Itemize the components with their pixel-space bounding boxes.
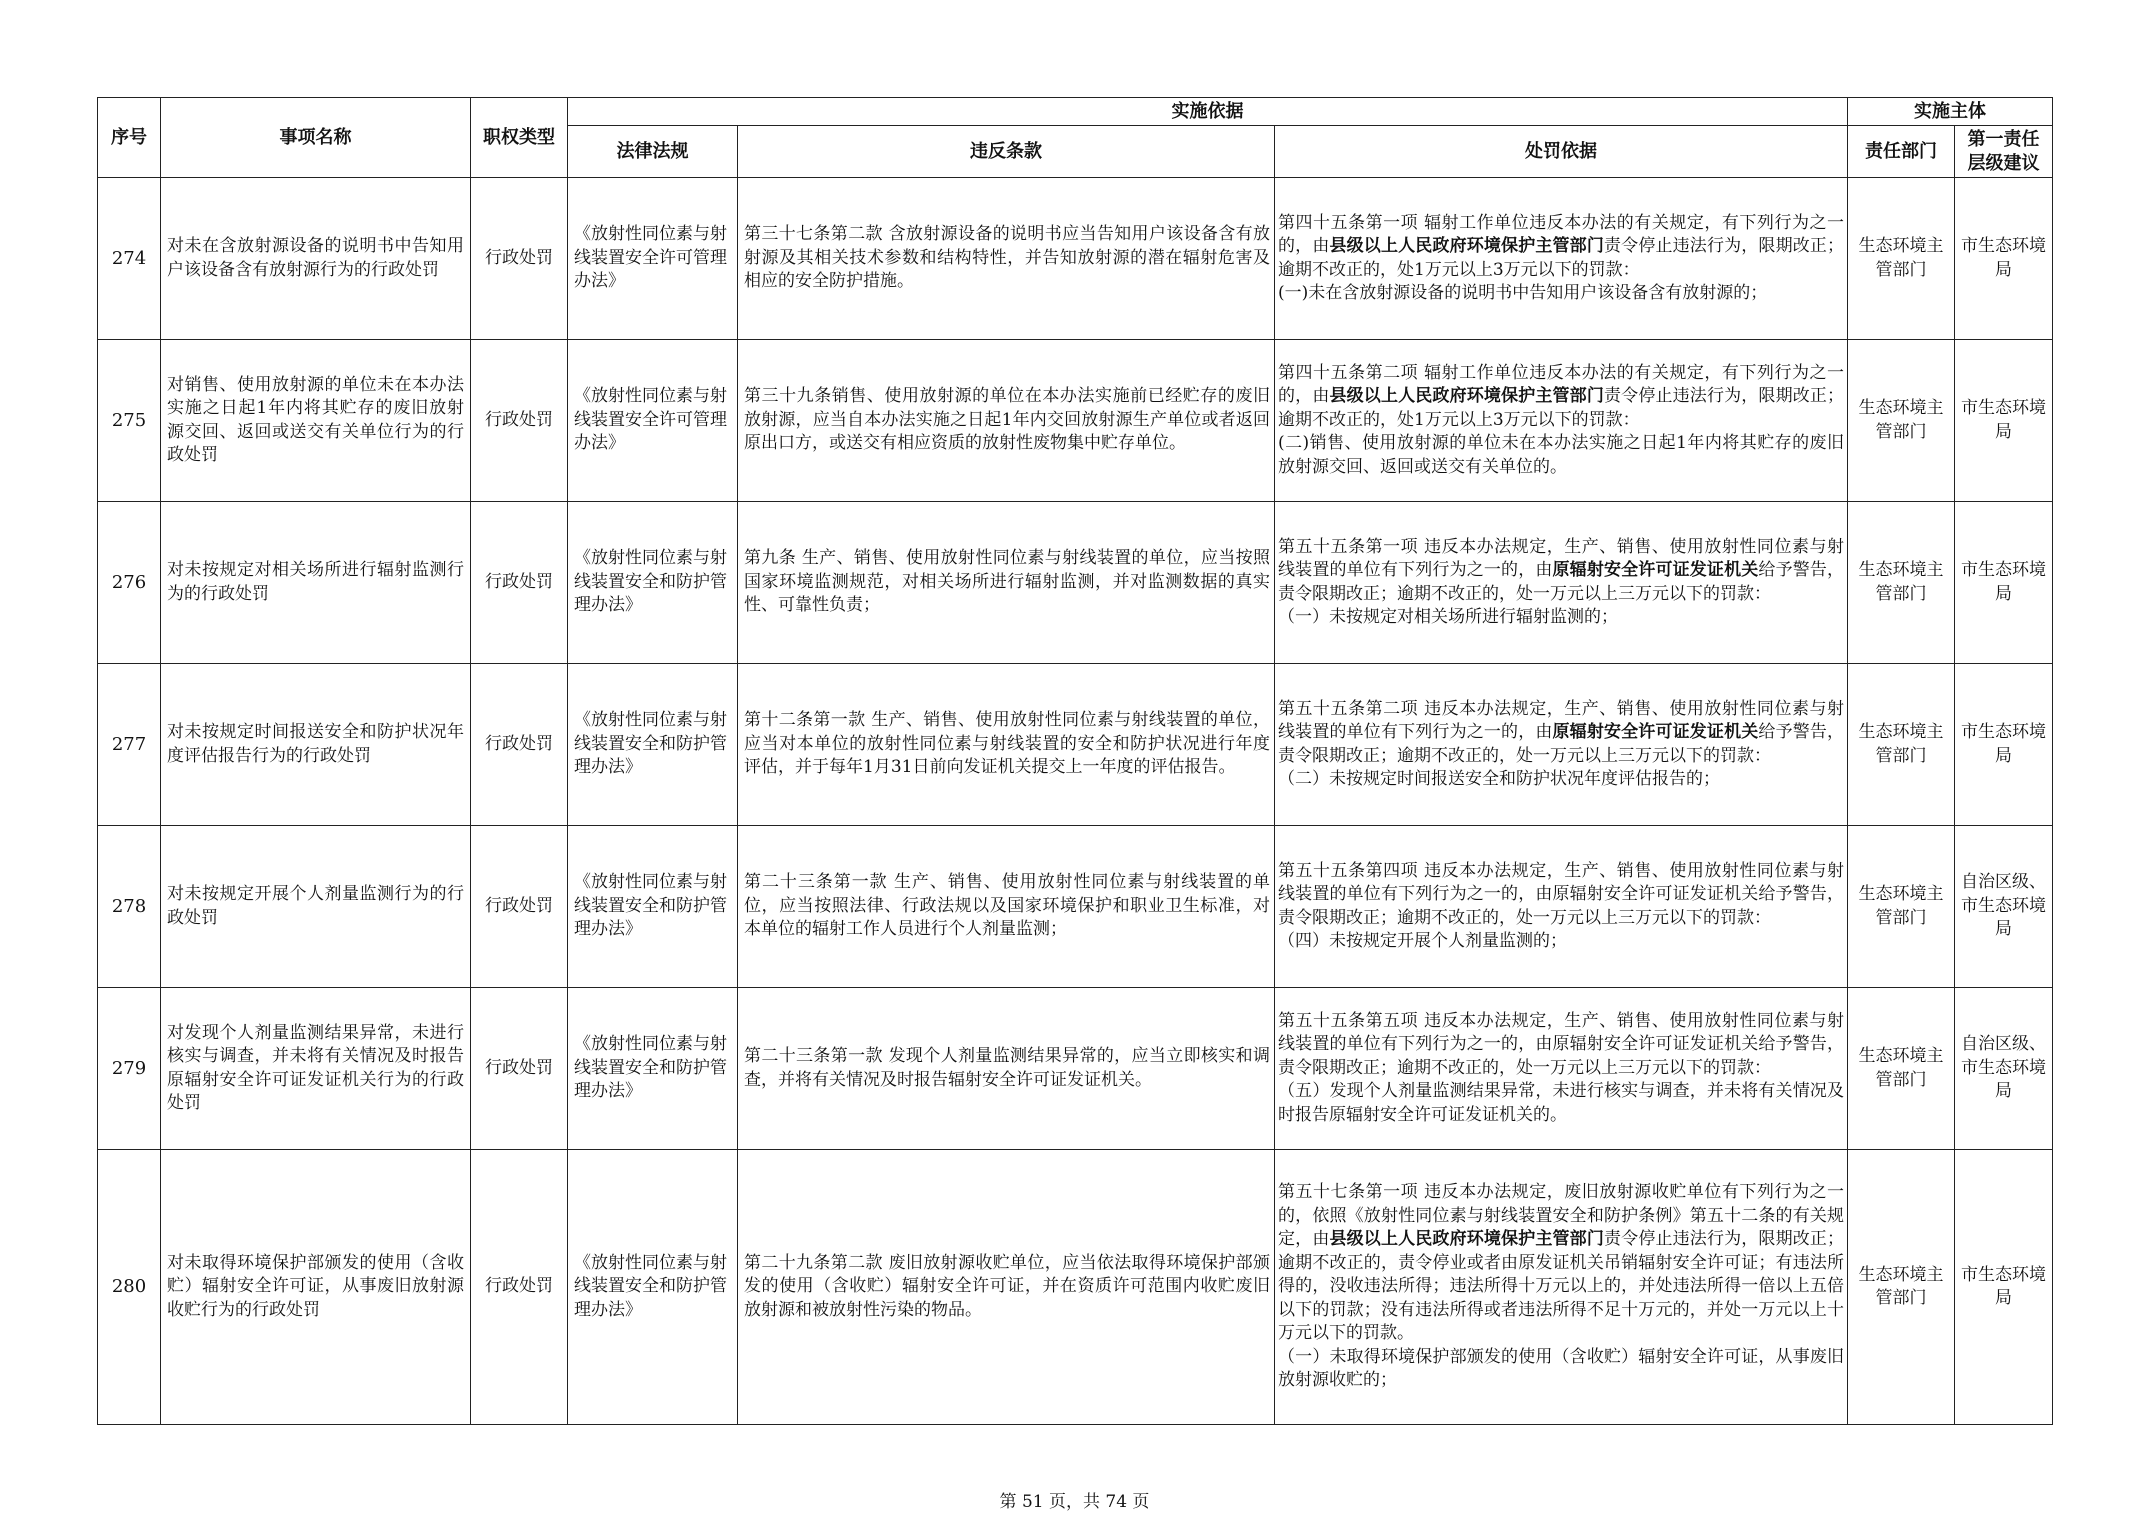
header-dept: 责任部门 <box>1848 126 1955 178</box>
header-law: 法律法规 <box>568 126 738 178</box>
law-name: 《放射性同位素与射线装置安全许可管理办法》 <box>568 178 738 340</box>
table-row <box>98 178 2053 340</box>
item-name: 对发现个人剂量监测结果异常，未进行核实与调查，并未将有关情况及时报告原辐射安全许可证发证机关行为的行政处罚 <box>161 988 471 1150</box>
header-power-type: 职权类型 <box>471 98 568 178</box>
responsibility-level: 市生态环境局 <box>1955 1150 2053 1425</box>
responsible-dept: 生态环境主管部门 <box>1848 826 1955 988</box>
penalty-text-segment: 责令停止违法行为，限期改正；逾期不改正的，处1万元以上3万元以下的罚款： <box>1278 386 1845 430</box>
penalty-text-segment: (二)销售、使用放射源的单位未在本办法实施之日起1年内将其贮存的废旧放射源交回、返回或送交有关单位的。 <box>1278 433 1845 477</box>
item-name: 对未在含放射源设备的说明书中告知用户该设备含有放射源行为的行政处罚 <box>161 178 471 340</box>
item-name: 对未按规定对相关场所进行辐射监测行为的行政处罚 <box>161 502 471 664</box>
power-type: 行政处罚 <box>471 340 568 502</box>
document-sheet <box>97 97 2052 1425</box>
penalty-text-segment: 给予警告，责令限期改正；逾期不改正的，处一万元以上三万元以下的罚款： <box>1278 560 1845 604</box>
penalty-authority-bold: 原辐射安全许可证发证机关 <box>1552 722 1759 742</box>
penalty-text-segment: 责令停止违法行为，限期改正；逾期不改正的，责令停业或者由原发证机关吊销辐射安全许可证；有违法所得的，没收违法所得；违法所得十万元以上的，并处违法所得一倍以上五倍以下的罚款；没有违法所得或者违法所得不足十万元的，并处一万元以上十万元以下的罚款。 <box>1278 1229 1845 1344</box>
power-type: 行政处罚 <box>471 826 568 988</box>
penalty-basis <box>1275 664 1848 826</box>
penalty-text-segment: （二）未按规定时间报送安全和防护状况年度评估报告的； <box>1278 769 1720 789</box>
law-name: 《放射性同位素与射线装置安全和防护管理办法》 <box>568 502 738 664</box>
header-no: 序号 <box>98 98 161 178</box>
violated-clause: 第三十七条第二款 含放射源设备的说明书应当告知用户该设备含有放射源及其相关技术参数和结构特性，并告知放射源的潜在辐射危害及相应的安全防护措施。 <box>738 178 1275 340</box>
penalty-text-segment: 责令停止违法行为，限期改正；逾期不改正的，处1万元以上3万元以下的罚款： <box>1278 236 1845 280</box>
power-type: 行政处罚 <box>471 502 568 664</box>
table-row <box>98 988 2053 1150</box>
responsibility-level: 市生态环境局 <box>1955 664 2053 826</box>
responsibility-level: 市生态环境局 <box>1955 340 2053 502</box>
row-number: 278 <box>98 826 161 988</box>
table-row <box>98 340 2053 502</box>
header-basis-group: 实施依据 <box>568 98 1848 126</box>
responsible-dept: 生态环境主管部门 <box>1848 502 1955 664</box>
law-name: 《放射性同位素与射线装置安全和防护管理办法》 <box>568 1150 738 1425</box>
responsible-dept: 生态环境主管部门 <box>1848 664 1955 826</box>
row-number: 280 <box>98 1150 161 1425</box>
responsible-dept: 生态环境主管部门 <box>1848 340 1955 502</box>
header-subject-group: 实施主体 <box>1848 98 2053 126</box>
table-body <box>98 178 2053 1425</box>
law-name: 《放射性同位素与射线装置安全许可管理办法》 <box>568 340 738 502</box>
header-penalty: 处罚依据 <box>1275 126 1848 178</box>
table-header <box>98 98 2053 178</box>
table-row <box>98 1150 2053 1425</box>
header-level: 第一责任层级建议 <box>1955 126 2053 178</box>
penalty-text-segment: 第五十五条第二项 违反本办法规定，生产、销售、使用放射性同位素与射线装置的单位有下列行为之一的，由 <box>1278 698 1845 742</box>
penalty-authority-bold: 县级以上人民政府环境保护主管部门 <box>1329 1229 1604 1250</box>
law-name: 《放射性同位素与射线装置安全和防护管理办法》 <box>568 664 738 826</box>
responsibility-level: 自治区级、市生态环境局 <box>1955 988 2053 1150</box>
violated-clause: 第二十三条第一款 发现个人剂量监测结果异常的，应当立即核实和调查，并将有关情况及时报告辐射安全许可证发证机关。 <box>738 988 1275 1150</box>
penalty-text-segment: 第五十七条第一项 违反本办法规定，废旧放射源收贮单位有下列行为之一的，依照《放射性同位素与射线装置安全和防护条例》第五十二条的有关规定，由 <box>1278 1182 1845 1250</box>
penalty-basis <box>1275 1150 1848 1425</box>
item-name: 对未按规定开展个人剂量监测行为的行政处罚 <box>161 826 471 988</box>
violated-clause: 第二十三条第一款 生产、销售、使用放射性同位素与射线装置的单位，应当按照法律、行政法规以及国家环境保护和职业卫生标准，对本单位的辐射工作人员进行个人剂量监测； <box>738 826 1275 988</box>
power-type: 行政处罚 <box>471 1150 568 1425</box>
penalty-text-segment: (一)未在含放射源设备的说明书中告知用户该设备含有放射源的； <box>1278 283 1768 303</box>
penalty-text-segment: （五）发现个人剂量监测结果异常，未进行核实与调查，并未将有关情况及时报告原辐射安全许可证发证机关的。 <box>1278 1081 1845 1125</box>
item-name: 对未按规定时间报送安全和防护状况年度评估报告行为的行政处罚 <box>161 664 471 826</box>
row-number: 276 <box>98 502 161 664</box>
violated-clause: 第二十九条第二款 废旧放射源收贮单位，应当依法取得环境保护部颁发的使用（含收贮）辐射安全许可证，并在资质许可范围内收贮废旧放射源和被放射性污染的物品。 <box>738 1150 1275 1425</box>
penalty-text-segment: （一）未按规定对相关场所进行辐射监测的； <box>1278 607 1618 627</box>
penalty-text-segment: 第四十五条第一项 辐射工作单位违反本办法的有关规定，有下列行为之一的，由 <box>1278 212 1845 256</box>
responsible-dept: 生态环境主管部门 <box>1848 988 1955 1150</box>
row-number: 279 <box>98 988 161 1150</box>
page-number: 第 51 页，共 74 页 <box>999 1492 1150 1512</box>
power-type: 行政处罚 <box>471 178 568 340</box>
penalty-authority-bold: 原辐射安全许可证发证机关 <box>1552 560 1759 580</box>
penalty-authority-bold: 县级以上人民政府环境保护主管部门 <box>1329 236 1604 256</box>
penalty-basis <box>1275 340 1848 502</box>
penalty-authority-bold: 县级以上人民政府环境保护主管部门 <box>1329 386 1604 407</box>
penalty-text-segment: 第五十五条第五项 违反本办法规定，生产、销售、使用放射性同位素与射线装置的单位有下列行为之一的，由原辐射安全许可证发证机关给予警告，责令限期改正；逾期不改正的，处一万元以上三万元以下的罚款： <box>1278 1010 1845 1078</box>
row-number: 274 <box>98 178 161 340</box>
item-name: 对销售、使用放射源的单位未在本办法实施之日起1年内将其贮存的废旧放射源交回、返回或送交有关单位行为的行政处罚 <box>161 340 471 502</box>
violated-clause: 第九条 生产、销售、使用放射性同位素与射线装置的单位，应当按照国家环境监测规范，对相关场所进行辐射监测，并对监测数据的真实性、可靠性负责； <box>738 502 1275 664</box>
penalty-text-segment: （四）未按规定开展个人剂量监测的； <box>1278 931 1567 951</box>
responsible-dept: 生态环境主管部门 <box>1848 1150 1955 1425</box>
row-number: 275 <box>98 340 161 502</box>
law-name: 《放射性同位素与射线装置安全和防护管理办法》 <box>568 826 738 988</box>
row-number: 277 <box>98 664 161 826</box>
responsibility-level: 市生态环境局 <box>1955 502 2053 664</box>
penalty-text-segment: 第五十五条第四项 违反本办法规定，生产、销售、使用放射性同位素与射线装置的单位有下列行为之一的，由原辐射安全许可证发证机关给予警告，责令限期改正；逾期不改正的，处一万元以上三万元以下的罚款： <box>1278 860 1845 928</box>
responsible-dept: 生态环境主管部门 <box>1848 178 1955 340</box>
header-clause: 违反条款 <box>738 126 1275 178</box>
violated-clause: 第三十九条销售、使用放射源的单位在本办法实施前已经贮存的废旧放射源，应当自本办法实施之日起1年内交回放射源生产单位或者返回原出口方，或送交有相应资质的放射性废物集中贮存单位。 <box>738 340 1275 502</box>
responsibility-level: 自治区级、市生态环境局 <box>1955 826 2053 988</box>
power-type: 行政处罚 <box>471 664 568 826</box>
item-name: 对未取得环境保护部颁发的使用（含收贮）辐射安全许可证，从事废旧放射源收贮行为的行政处罚 <box>161 1150 471 1425</box>
enforcement-table <box>97 97 2053 1425</box>
violated-clause: 第十二条第一款 生产、销售、使用放射性同位素与射线装置的单位，应当对本单位的放射性同位素与射线装置的安全和防护状况进行年度评估，并于每年1月31日前向发证机关提交上一年度的评估报告。 <box>738 664 1275 826</box>
penalty-basis <box>1275 826 1848 988</box>
penalty-text-segment: 给予警告，责令限期改正；逾期不改正的，处一万元以上三万元以下的罚款： <box>1278 722 1845 766</box>
table-row <box>98 502 2053 664</box>
table-row <box>98 826 2053 988</box>
penalty-text-segment: （一）未取得环境保护部颁发的使用（含收贮）辐射安全许可证，从事废旧放射源收贮的； <box>1278 1346 1845 1391</box>
penalty-text-segment: 第四十五条第二项 辐射工作单位违反本办法的有关规定，有下列行为之一的，由 <box>1278 362 1845 407</box>
power-type: 行政处罚 <box>471 988 568 1150</box>
table-row <box>98 664 2053 826</box>
penalty-basis <box>1275 502 1848 664</box>
law-name: 《放射性同位素与射线装置安全和防护管理办法》 <box>568 988 738 1150</box>
penalty-basis <box>1275 988 1848 1150</box>
penalty-text-segment: 第五十五条第一项 违反本办法规定，生产、销售、使用放射性同位素与射线装置的单位有下列行为之一的，由 <box>1278 536 1845 580</box>
penalty-basis <box>1275 178 1848 340</box>
header-item-name: 事项名称 <box>161 98 471 178</box>
responsibility-level: 市生态环境局 <box>1955 178 2053 340</box>
